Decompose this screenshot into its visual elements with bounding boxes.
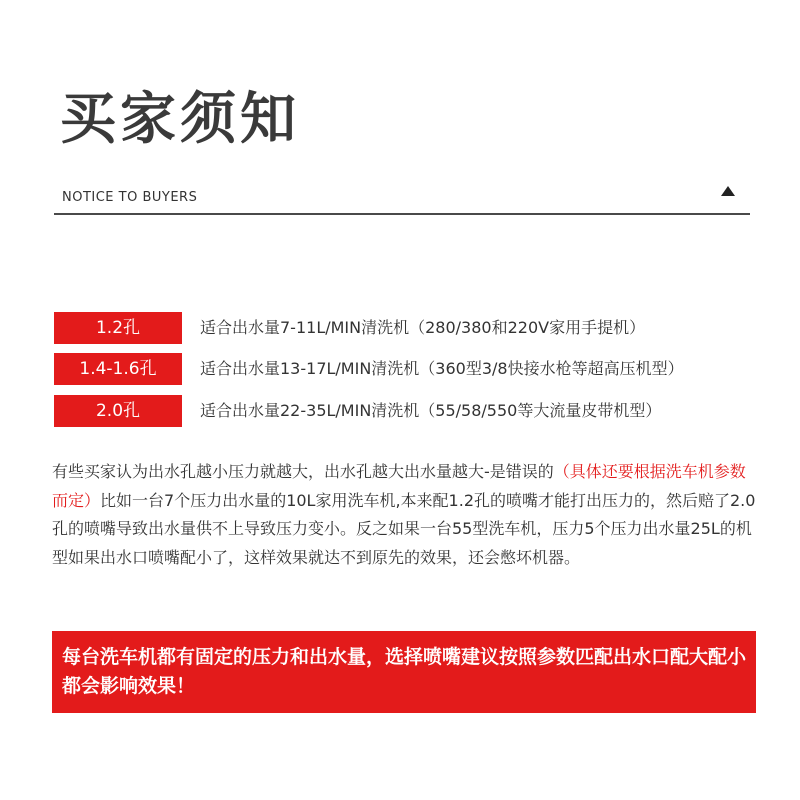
spec-row [54,395,754,427]
page-title: 买家须知 [60,87,300,152]
notice-highlight: （具体还要根据洗车机参数而定） [52,462,746,510]
spec-description: 适合出水量22-35L/MIN清洗机（55/58/550等大流量皮带机型） [200,401,662,420]
spec-row [54,312,754,344]
spec-badge: 2.0孔 [54,395,182,427]
triangle-up-icon [721,186,735,196]
notice-text: 有些买家认为出水孔越小压力就越大，出水孔越大出水量越大-是错误的 [52,462,554,481]
spec-description: 适合出水量13-17L/MIN清洗机（360型3/8快接水枪等超高压机型） [200,359,684,378]
spec-badge: 1.4-1.6孔 [54,353,182,385]
page-subtitle: NOTICE TO BUYERS [62,190,198,205]
notice-text-continued: 比如一台7个压力出水量的10L家用洗车机,本来配1.2孔的喷嘴才能打出压力的，然后赔了2.0孔的喷嘴导致出水量供不上导致压力变小。反之如果一台55型洗车机，压力5个压力出水量25L的机型如果出水口喷嘴配小了，这样效果就达不到原先的效果，还会憋坏机器。 [52,490,756,567]
divider [54,213,750,215]
spec-description: 适合出水量7-11L/MIN清洗机（280/380和220V家用手提机） [200,318,646,337]
callout-box [52,631,756,713]
spec-row [54,353,754,385]
spec-badge: 1.2孔 [54,312,182,344]
callout-text: 每台洗车机都有固定的压力和出水量，选择喷嘴建议按照参数匹配出水口配大配小都会影响效果！ [62,646,747,697]
notice-paragraph [52,458,758,572]
